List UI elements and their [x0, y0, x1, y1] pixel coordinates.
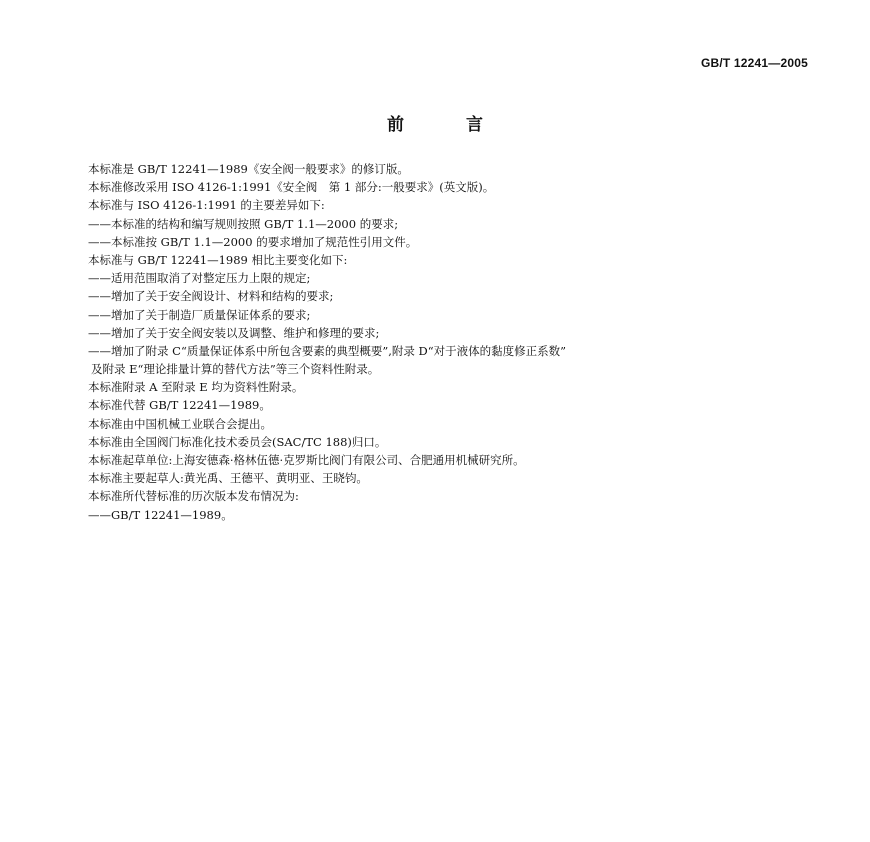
text-line: 本标准与 GB/T 12241—1989 相比主要变化如下: [88, 252, 348, 267]
list-item: ——适用范围取消了对整定压力上限的规定; [88, 271, 311, 286]
text-line: 本标准由中国机械工业联合会提出。 [88, 416, 272, 431]
list-item: ——本标准的结构和编写规则按照 GB/T 1.1—2000 的要求; [88, 216, 399, 231]
list-item: ——增加了关于安全阀设计、材料和结构的要求; [88, 289, 334, 304]
text-line: 本标准修改采用 ISO 4126-1:1991《安全阀 第 1 部分:一般要求》(英文版)。 [88, 180, 495, 195]
list-item: ——GB/T 12241—1989。 [88, 507, 233, 522]
text-line: 本标准代替 GB/T 12241—1989。 [88, 398, 271, 413]
text-line: 本标准由全国阀门标准化技术委员会(SAC/TC 188)归口。 [88, 434, 387, 449]
text-line: 本标准主要起草人:黄光禹、王德平、黄明亚、王晓钧。 [88, 471, 368, 486]
foreword-body [88, 160, 808, 524]
text-line: 本标准与 ISO 4126-1:1991 的主要差异如下: [88, 198, 325, 213]
list-item: ——增加了关于安全阀安装以及调整、维护和修理的要求; [88, 325, 380, 340]
list-item-continuation: 及附录 E“理论排量计算的替代方法”等三个资料性附录。 [91, 362, 380, 377]
text-line: 本标准起草单位:上海安德森·格林伍德·克罗斯比阀门有限公司、合肥通用机械研究所。 [88, 453, 525, 467]
text-line: 本标准是 GB/T 12241—1989《安全阀一般要求》的修订版。 [88, 162, 409, 176]
list-item: ——增加了附录 C“质量保证体系中所包含要素的典型概要”,附录 D“对于液体的黏度修正系数” [88, 343, 566, 358]
text-line: 本标准附录 A 至附录 E 均为资料性附录。 [88, 380, 304, 395]
list-item: ——增加了关于制造厂质量保证体系的要求; [88, 307, 311, 322]
page-title: 前 言 [387, 115, 511, 135]
list-item: ——本标准按 GB/T 1.1—2000 的要求增加了规范性引用文件。 [88, 234, 418, 249]
text-line: 本标准所代替标准的历次版本发布情况为: [88, 489, 299, 504]
standard-code: GB/T 12241—2005 [700, 56, 808, 70]
